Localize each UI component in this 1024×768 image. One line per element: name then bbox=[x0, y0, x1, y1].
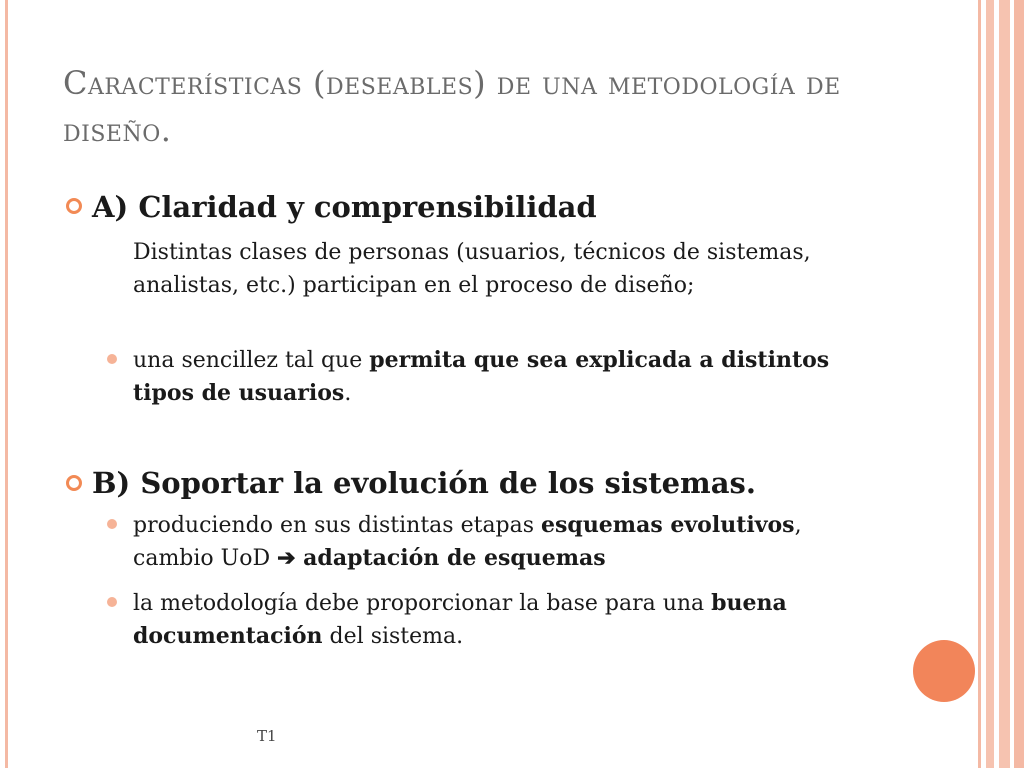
right-frame-line bbox=[978, 0, 981, 768]
bullet-bold-text: permita que sea explicada a distintos tipos de usuarios bbox=[133, 347, 830, 406]
bullet-bold-text: buena documentación bbox=[133, 590, 787, 649]
right-frame-band bbox=[1014, 0, 1024, 768]
section-a-paragraph: Distintas clases de personas (usuarios, técnicos de sistemas, analistas, etc.) participan en el proceso de diseño; bbox=[133, 240, 811, 298]
section-b-bullet bbox=[133, 509, 853, 575]
bullet-text: . bbox=[344, 381, 352, 406]
bullet-text: produciendo en sus distintas etapas bbox=[133, 513, 542, 538]
decorative-circle bbox=[913, 640, 975, 702]
footer-label: T1 bbox=[257, 727, 277, 745]
bullet-icon bbox=[107, 354, 117, 364]
bullet-icon bbox=[66, 198, 82, 214]
section-b-bullet bbox=[133, 587, 853, 653]
bullet-text: una sencillez tal que bbox=[133, 348, 370, 373]
section-b-heading: B) Soportar la evolución de los sistemas. bbox=[92, 466, 756, 500]
bullet-icon bbox=[107, 597, 117, 607]
bullet-text: la metodología debe proporcionar la base para una bbox=[133, 591, 712, 616]
bullet-bold-text: adaptación de esquemas bbox=[295, 545, 606, 571]
bullet-text: del sistema. bbox=[322, 624, 464, 649]
bullet-bold-text: esquemas evolutivos bbox=[541, 512, 795, 538]
bullet-icon bbox=[107, 519, 117, 529]
right-frame-band bbox=[999, 0, 1010, 768]
bullet-text: , cambio UoD bbox=[133, 513, 802, 571]
section-a-bullet bbox=[133, 344, 853, 410]
arrow-icon: ➔ bbox=[277, 545, 296, 571]
slide-title: Características (deseables) de una metodología de diseño. bbox=[63, 64, 841, 149]
section-a-heading: A) Claridad y comprensibilidad bbox=[92, 190, 597, 224]
bullet-icon bbox=[66, 475, 82, 491]
right-frame-band bbox=[986, 0, 994, 768]
left-frame-line bbox=[5, 0, 8, 768]
